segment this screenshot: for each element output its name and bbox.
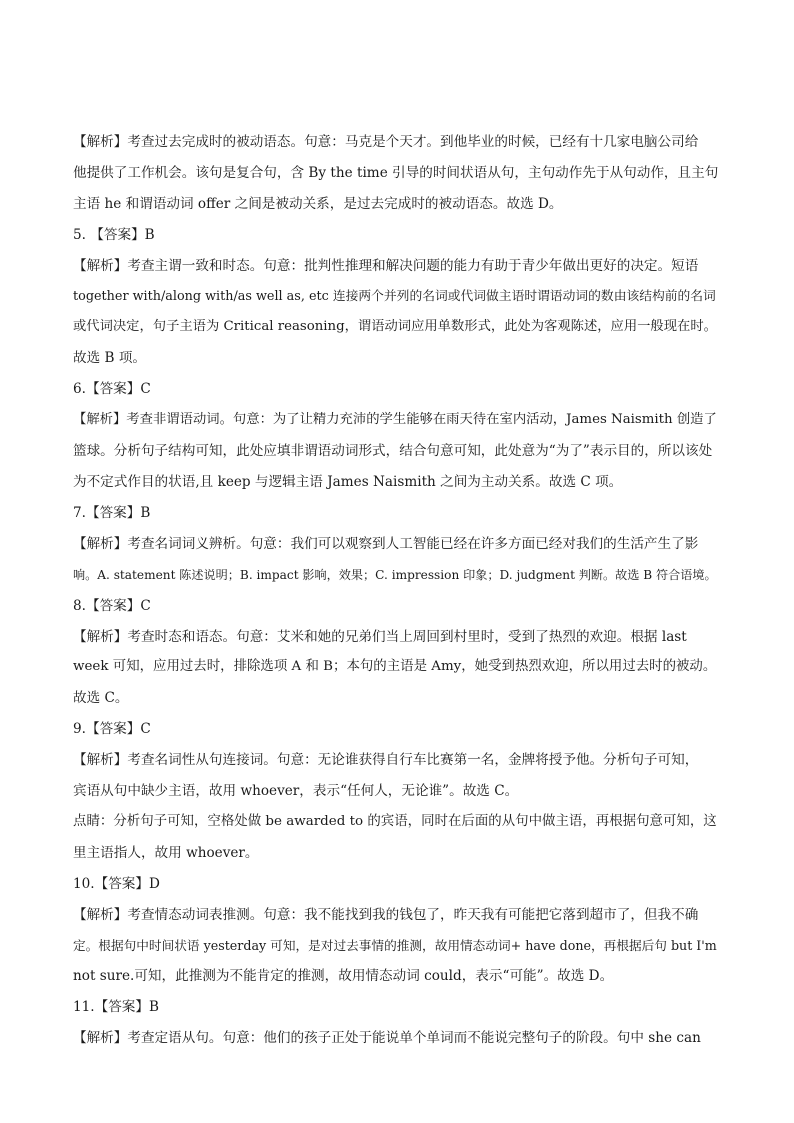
- analysis-line: 故选 B 项。: [73, 350, 147, 367]
- analysis-paragraph: [73, 900, 720, 993]
- answer-heading: [73, 992, 720, 1023]
- answer-heading: [73, 869, 720, 900]
- analysis-line: 点睛：分析句子可知，空格处做 be awarded to 的宾语，同时在后面的从句中做主语，再根据句意可知，这: [73, 813, 717, 829]
- analysis-line: 【解析】考查主谓一致和时态。句意：批判性推理和解决问题的能力有助于青少年做出更好的决定。短语: [73, 257, 699, 274]
- analysis-line: 或代词决定，句子主语为 Critical reasoning，谓语动词应用单数形式，此处为客观陈述，应用一般现在时。: [73, 319, 717, 335]
- answer-line: 5. 【答案】B: [73, 226, 155, 243]
- analysis-line: 【解析】考查名词词义辨析。句意：我们可以观察到人工智能已经在许多方面已经对我们的生活产生了影: [73, 535, 699, 552]
- analysis-paragraph: [73, 622, 720, 715]
- analysis-line: 为不定式作目的状语,且 keep 与逻辑主语 James Naismith 之间为主动关系。故选 C 项。: [73, 473, 623, 490]
- analysis-line: 篮球。分析句子结构可知，此处应填非谓语动词形式，结合句意可知，此处意为“为了”表示目的，所以该处: [73, 443, 713, 460]
- answer-heading: [73, 220, 720, 251]
- answer-line: 9.【答案】C: [73, 721, 151, 738]
- analysis-line: week 可知，应用过去时，排除选项 A 和 B；本句的主语是 Amy，她受到热烈欢迎，所以用过去时的被动。: [73, 659, 717, 675]
- answer-line: 8.【答案】C: [73, 597, 151, 614]
- answer-heading: [73, 591, 720, 622]
- analysis-paragraph: [73, 127, 720, 220]
- analysis-paragraph: [73, 1023, 720, 1054]
- analysis-line: 定。根据句中时间状语 yesterday 可知，是对过去事情的推测，故用情态动词+ have done，再根据后句 but I'm: [73, 937, 717, 953]
- analysis-line: not sure.可知，此推测为不能肯定的推测，故用情态动词 could，表示“可能”。故选 D。: [73, 968, 614, 985]
- analysis-line: 他提供了工作机会。该句是复合句，含 By the time 引导的时间状语从句，主句动作先于从句动作，且主句: [73, 164, 719, 181]
- analysis-paragraph: [73, 745, 720, 869]
- analysis-line: 【解析】考查时态和语态。句意：艾米和她的兄弟们当上周回到村里时，受到了热烈的欢迎。根据 last: [73, 628, 687, 645]
- answer-line: 11.【答案】B: [73, 999, 159, 1016]
- analysis-line: 里主语指人，故用 whoever。: [73, 844, 259, 861]
- analysis-line: 主语 he 和谓语动词 offer 之间是被动关系，是过去完成时的被动语态。故选 D。: [73, 195, 563, 212]
- analysis-line: 【解析】考查非谓语动词。句意：为了让精力充沛的学生能够在雨天待在室内活动，James Naismith 创造了: [73, 412, 717, 428]
- analysis-line: 【解析】考查定语从句。句意：他们的孩子正处于能说单个单词而不能说完整句子的阶段。句中 she can: [73, 1030, 701, 1047]
- analysis-line: 响。A. statement 陈述说明；B. impact 影响，效果；C. impression 印象；D. judgment 判断。故选 B 符合语境。: [73, 567, 717, 582]
- analysis-paragraph: [73, 251, 720, 375]
- answer-key-content: [73, 127, 720, 1054]
- analysis-paragraph: [73, 405, 720, 498]
- answer-heading: [73, 498, 720, 529]
- answer-line: 6.【答案】C: [73, 381, 151, 398]
- answer-line: 10.【答案】D: [73, 875, 160, 892]
- analysis-line: 【解析】考查情态动词表推测。句意：我不能找到我的钱包了，昨天我有可能把它落到超市了，但我不确: [73, 906, 699, 923]
- answer-heading: [73, 374, 720, 405]
- analysis-line: 宾语从句中缺少主语，故用 whoever，表示“任何人，无论谁”。故选 C。: [73, 783, 519, 800]
- analysis-line: 【解析】考查名词性从句连接词。句意：无论谁获得自行车比赛第一名，金牌将授予他。分析句子可知，: [73, 752, 699, 769]
- answer-line: 7.【答案】B: [73, 504, 151, 521]
- analysis-line: together with/along with/as well as, etc 连接两个并列的名词或代词做主语时谓语动词的数由该结构前的名词: [73, 288, 716, 304]
- answer-heading: [73, 714, 720, 745]
- analysis-line: 【解析】考查过去完成时的被动语态。句意：马克是个天才。到他毕业的时候，已经有十几家电脑公司给: [73, 134, 699, 150]
- analysis-line: 故选 C。: [73, 690, 129, 707]
- analysis-paragraph: [73, 529, 720, 591]
